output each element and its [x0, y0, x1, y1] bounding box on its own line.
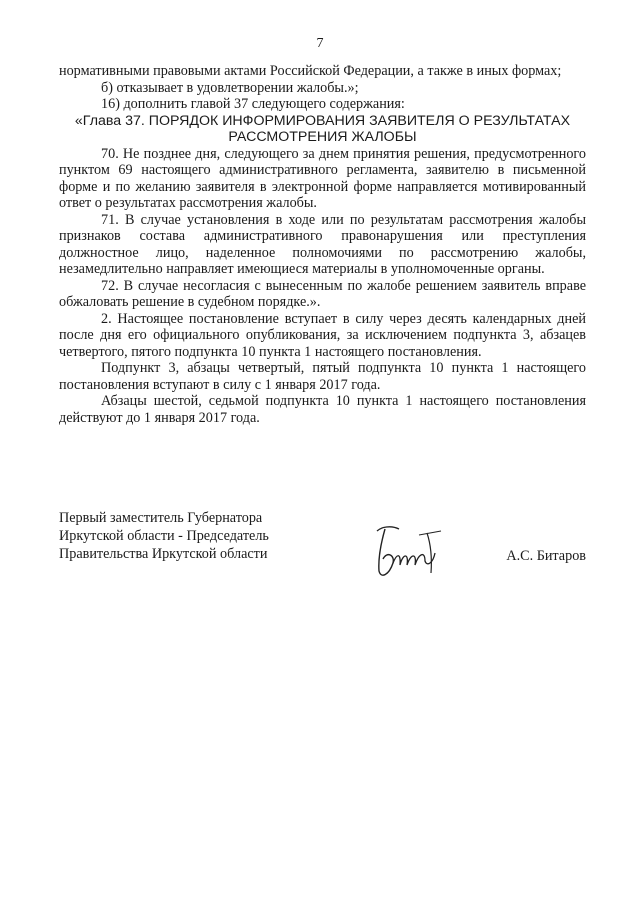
- signatory-name: А.С. Битаров: [506, 548, 586, 564]
- paragraph-72: 72. В случае несогласия с вынесенным по жалобе решением заявитель вправе обжаловать решение в судебном порядке.».: [59, 277, 586, 310]
- paragraph-71: 71. В случае установления в ходе или по результатам рассмотрения жалобы признаков состава административного правонарушения или преступления должностное лицо, наделенное полномочиями по рассмотрению жалобы, незамедлительно направляет имеющиеся материалы в уполномоченные органы.: [59, 211, 586, 277]
- paragraph-70: 70. Не позднее дня, следующего за днем принятия решения, предусмотренного пунктом 69 настоящего административного регламента, заявителю в письменной форме и по желанию заявителя в электронной форме направляется мотивированный ответ о результатах рассмотрения жалобы.: [59, 145, 586, 211]
- paragraph-item-16: 16) дополнить главой 37 следующего содержания:: [101, 96, 405, 112]
- paragraph-continuation: нормативными правовыми актами Российской Федерации, а также в иных формах;: [59, 63, 562, 79]
- page-number: 7: [316, 36, 324, 51]
- signatory-title: [59, 509, 269, 563]
- signatory-title-line: Правительства Иркутской области: [59, 546, 268, 562]
- handwritten-signature: [369, 523, 449, 583]
- paragraph-2: 2. Настоящее постановление вступает в силу через десять календарных дней после дня его официального опубликования, за исключением подпункта 3, абзацев четвертого, пятого подпункта 10 пункта 1 настоящего постановления.: [59, 310, 586, 360]
- chapter-title: «Глава 37. ПОРЯДОК ИНФОРМИРОВАНИЯ ЗАЯВИТЕЛЯ О РЕЗУЛЬТАТАХ РАССМОТРЕНИЯ ЖАЛОБЫ: [74, 112, 571, 145]
- paragraph-item-b: б) отказывает в удовлетворении жалобы.»;: [101, 79, 359, 96]
- document-body: [59, 63, 586, 426]
- paragraph-subpoint-3: Подпункт 3, абзацы четвертый, пятый подпункта 10 пункта 1 настоящего постановления вступают в силу с 1 января 2017 года.: [59, 360, 586, 393]
- signatory-title-line: Первый заместитель Губернатора: [59, 510, 263, 526]
- signatory-title-line: Иркутской области - Председатель: [59, 528, 269, 544]
- paragraph-abzacy: Абзацы шестой, седьмой подпункта 10 пункта 1 настоящего постановления действуют до 1 января 2017 года.: [59, 393, 586, 426]
